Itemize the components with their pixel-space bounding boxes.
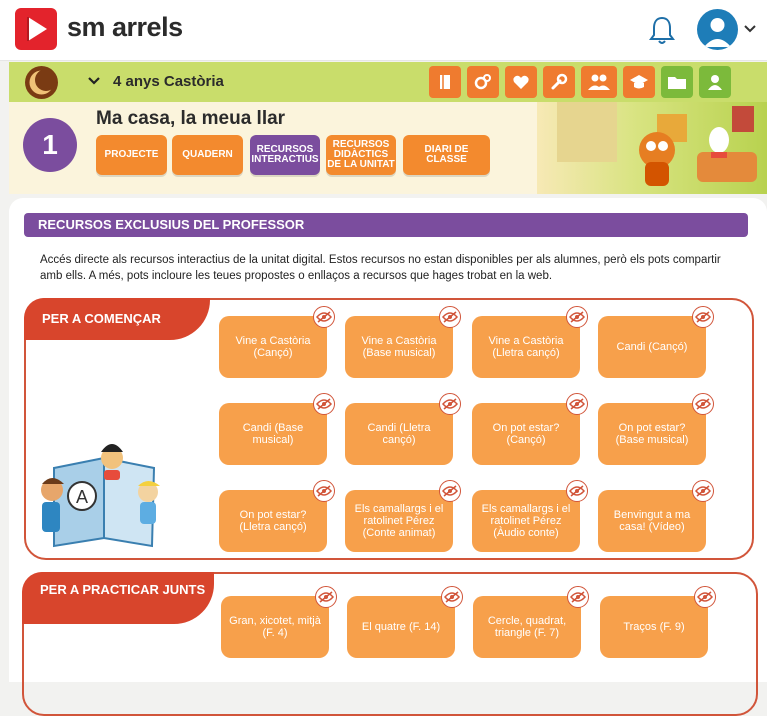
- tab-diari-de-classe[interactable]: DIARI DE CLASSE: [403, 135, 490, 175]
- resource-button[interactable]: Vine a Castòria (Lletra cançó): [472, 316, 580, 378]
- intro-text: Accés directe als recursos interactius de la unitat digital. Estos recursos no estan disponibles per als alumnes, però els pots compartir amb ells. A més, pots incloure les teues propostes o enllaços a recursos que hages trobat en la web.: [40, 254, 721, 282]
- course-selector[interactable]: 4 anys Castòria: [113, 73, 224, 90]
- tab-recursos-didactics[interactable]: RECURSOS DIDÀCTICS DE LA UNITAT: [326, 135, 396, 175]
- kids-reading-illustration: [34, 428, 174, 558]
- user-avatar-icon[interactable]: [697, 9, 738, 50]
- brand-name[interactable]: sm arrels: [67, 12, 183, 42]
- course-chevron-icon[interactable]: [87, 74, 101, 93]
- group-title: PER A COMENÇAR: [24, 298, 210, 340]
- resource-button[interactable]: El quatre (F. 14): [347, 596, 455, 658]
- visibility-toggle-icon[interactable]: [694, 586, 716, 608]
- visibility-toggle-icon[interactable]: [441, 586, 463, 608]
- tab-recursos-interactius[interactable]: RECURSOS INTERACTIUS: [250, 135, 320, 175]
- visibility-toggle-icon[interactable]: [692, 393, 714, 415]
- folder-icon[interactable]: [661, 66, 693, 98]
- visibility-toggle-icon[interactable]: [692, 480, 714, 502]
- unit-title: Ma casa, la meua llar: [96, 108, 286, 129]
- resource-button[interactable]: Els camallargs i el ratolinet Pérez (Àudio conte): [472, 490, 580, 552]
- resource-button[interactable]: Candi (Cançó): [598, 316, 706, 378]
- resource-button[interactable]: Candi (Lletra cançó): [345, 403, 453, 465]
- visibility-toggle-icon[interactable]: [313, 393, 335, 415]
- unit-header: [9, 102, 767, 194]
- visibility-toggle-icon[interactable]: [439, 306, 461, 328]
- graduation-cap-icon[interactable]: [623, 66, 655, 98]
- visibility-toggle-icon[interactable]: [692, 306, 714, 328]
- resource-button[interactable]: Cercle, quadrat, triangle (F. 7): [473, 596, 581, 658]
- user-icon[interactable]: [699, 66, 731, 98]
- tab-projecte[interactable]: PROJECTE: [96, 135, 167, 175]
- chevron-down-icon[interactable]: [743, 22, 757, 36]
- bell-icon[interactable]: [647, 14, 677, 46]
- unit-number: 1: [23, 118, 77, 172]
- visibility-toggle-icon[interactable]: [567, 586, 589, 608]
- visibility-toggle-icon[interactable]: [439, 480, 461, 502]
- resource-button[interactable]: Els camallargs i el ratolinet Pérez (Conte animat): [345, 490, 453, 552]
- tab-quadern[interactable]: QUADERN: [172, 135, 243, 175]
- resource-button[interactable]: On pot estar? (Cançó): [472, 403, 580, 465]
- group-icon[interactable]: [581, 66, 617, 98]
- moon-icon: [25, 66, 58, 99]
- visibility-toggle-icon[interactable]: [566, 480, 588, 502]
- wrench-icon[interactable]: [543, 66, 575, 98]
- visibility-toggle-icon[interactable]: [566, 306, 588, 328]
- visibility-toggle-icon[interactable]: [313, 480, 335, 502]
- resource-button[interactable]: Candi (Base musical): [219, 403, 327, 465]
- heart-icon[interactable]: [505, 66, 537, 98]
- resource-button[interactable]: On pot estar? (Lletra cançó): [219, 490, 327, 552]
- group-title: PER A PRACTICAR JUNTS: [22, 572, 214, 624]
- svg-text:A: A: [76, 487, 89, 507]
- resource-button[interactable]: Vine a Castòria (Base musical): [345, 316, 453, 378]
- visibility-toggle-icon[interactable]: [439, 393, 461, 415]
- resource-button[interactable]: Traços (F. 9): [600, 596, 708, 658]
- visibility-toggle-icon[interactable]: [313, 306, 335, 328]
- resource-button[interactable]: Vine a Castòria (Cançó): [219, 316, 327, 378]
- section-title: RECURSOS EXCLUSIUS DEL PROFESSOR: [24, 213, 748, 237]
- unit-illustration: [537, 102, 767, 194]
- logo-icon[interactable]: [15, 8, 57, 50]
- visibility-toggle-icon[interactable]: [315, 586, 337, 608]
- book-icon[interactable]: [429, 66, 461, 98]
- resource-button[interactable]: Benvingut a ma casa! (Vídeo): [598, 490, 706, 552]
- gears-icon[interactable]: [467, 66, 499, 98]
- resource-button[interactable]: On pot estar? (Base musical): [598, 403, 706, 465]
- course-navbar: [9, 62, 767, 102]
- resource-button[interactable]: Gran, xicotet, mitjà (F. 4): [221, 596, 329, 658]
- top-bar: [0, 0, 767, 61]
- visibility-toggle-icon[interactable]: [566, 393, 588, 415]
